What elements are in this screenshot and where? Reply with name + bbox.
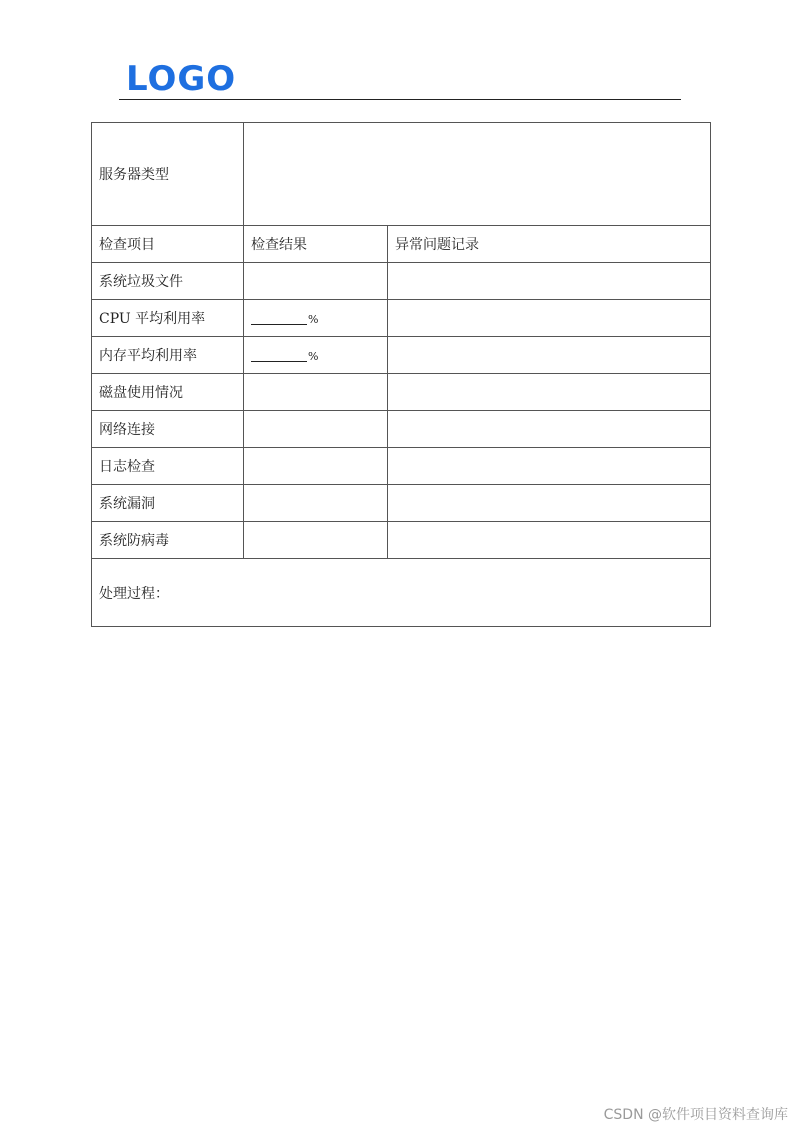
table-header-row	[92, 226, 711, 263]
note-cell[interactable]	[388, 411, 711, 448]
result-cell[interactable]	[244, 448, 388, 485]
logo: LOGO	[126, 59, 237, 99]
header-issue-record: 异常问题记录	[388, 226, 711, 263]
table-row	[92, 374, 711, 411]
result-cell[interactable]	[244, 337, 388, 374]
check-item-antivirus: 系统防病毒	[92, 522, 244, 559]
header-check-result: 检查结果	[244, 226, 388, 263]
note-cell[interactable]	[388, 374, 711, 411]
check-item-junk-files: 系统垃圾文件	[92, 263, 244, 300]
table-row	[92, 411, 711, 448]
result-cell[interactable]	[244, 263, 388, 300]
server-type-value[interactable]	[244, 123, 711, 226]
server-type-label: 服务器类型	[92, 123, 244, 226]
table-row	[92, 485, 711, 522]
note-cell[interactable]	[388, 522, 711, 559]
result-cell[interactable]	[244, 485, 388, 522]
note-cell[interactable]	[388, 448, 711, 485]
cpu-percent-blank[interactable]	[251, 310, 307, 325]
result-cell[interactable]	[244, 300, 388, 337]
header-check-item: 检查项目	[92, 226, 244, 263]
note-cell[interactable]	[388, 337, 711, 374]
table-row	[92, 337, 711, 374]
check-item-logs: 日志检查	[92, 448, 244, 485]
result-cell[interactable]	[244, 374, 388, 411]
table-row	[92, 300, 711, 337]
check-item-disk: 磁盘使用情况	[92, 374, 244, 411]
table-row	[92, 522, 711, 559]
check-item-network: 网络连接	[92, 411, 244, 448]
note-cell[interactable]	[388, 263, 711, 300]
percent-unit: %	[308, 349, 319, 363]
note-cell[interactable]	[388, 485, 711, 522]
table-row	[92, 448, 711, 485]
check-item-cpu: CPU 平均利用率	[92, 300, 244, 337]
process-row	[92, 559, 711, 627]
watermark: CSDN @软件项目资料查询库	[603, 1107, 788, 1123]
percent-unit: %	[308, 312, 319, 326]
inspection-form-table	[91, 122, 711, 627]
result-cell[interactable]	[244, 522, 388, 559]
result-cell[interactable]	[244, 411, 388, 448]
check-item-memory: 内存平均利用率	[92, 337, 244, 374]
memory-percent-blank[interactable]	[251, 347, 307, 362]
table-row	[92, 263, 711, 300]
header-divider	[119, 99, 681, 100]
server-type-row	[92, 123, 711, 226]
note-cell[interactable]	[388, 300, 711, 337]
process-field[interactable]: 处理过程：	[92, 559, 711, 627]
check-item-vulnerabilities: 系统漏洞	[92, 485, 244, 522]
